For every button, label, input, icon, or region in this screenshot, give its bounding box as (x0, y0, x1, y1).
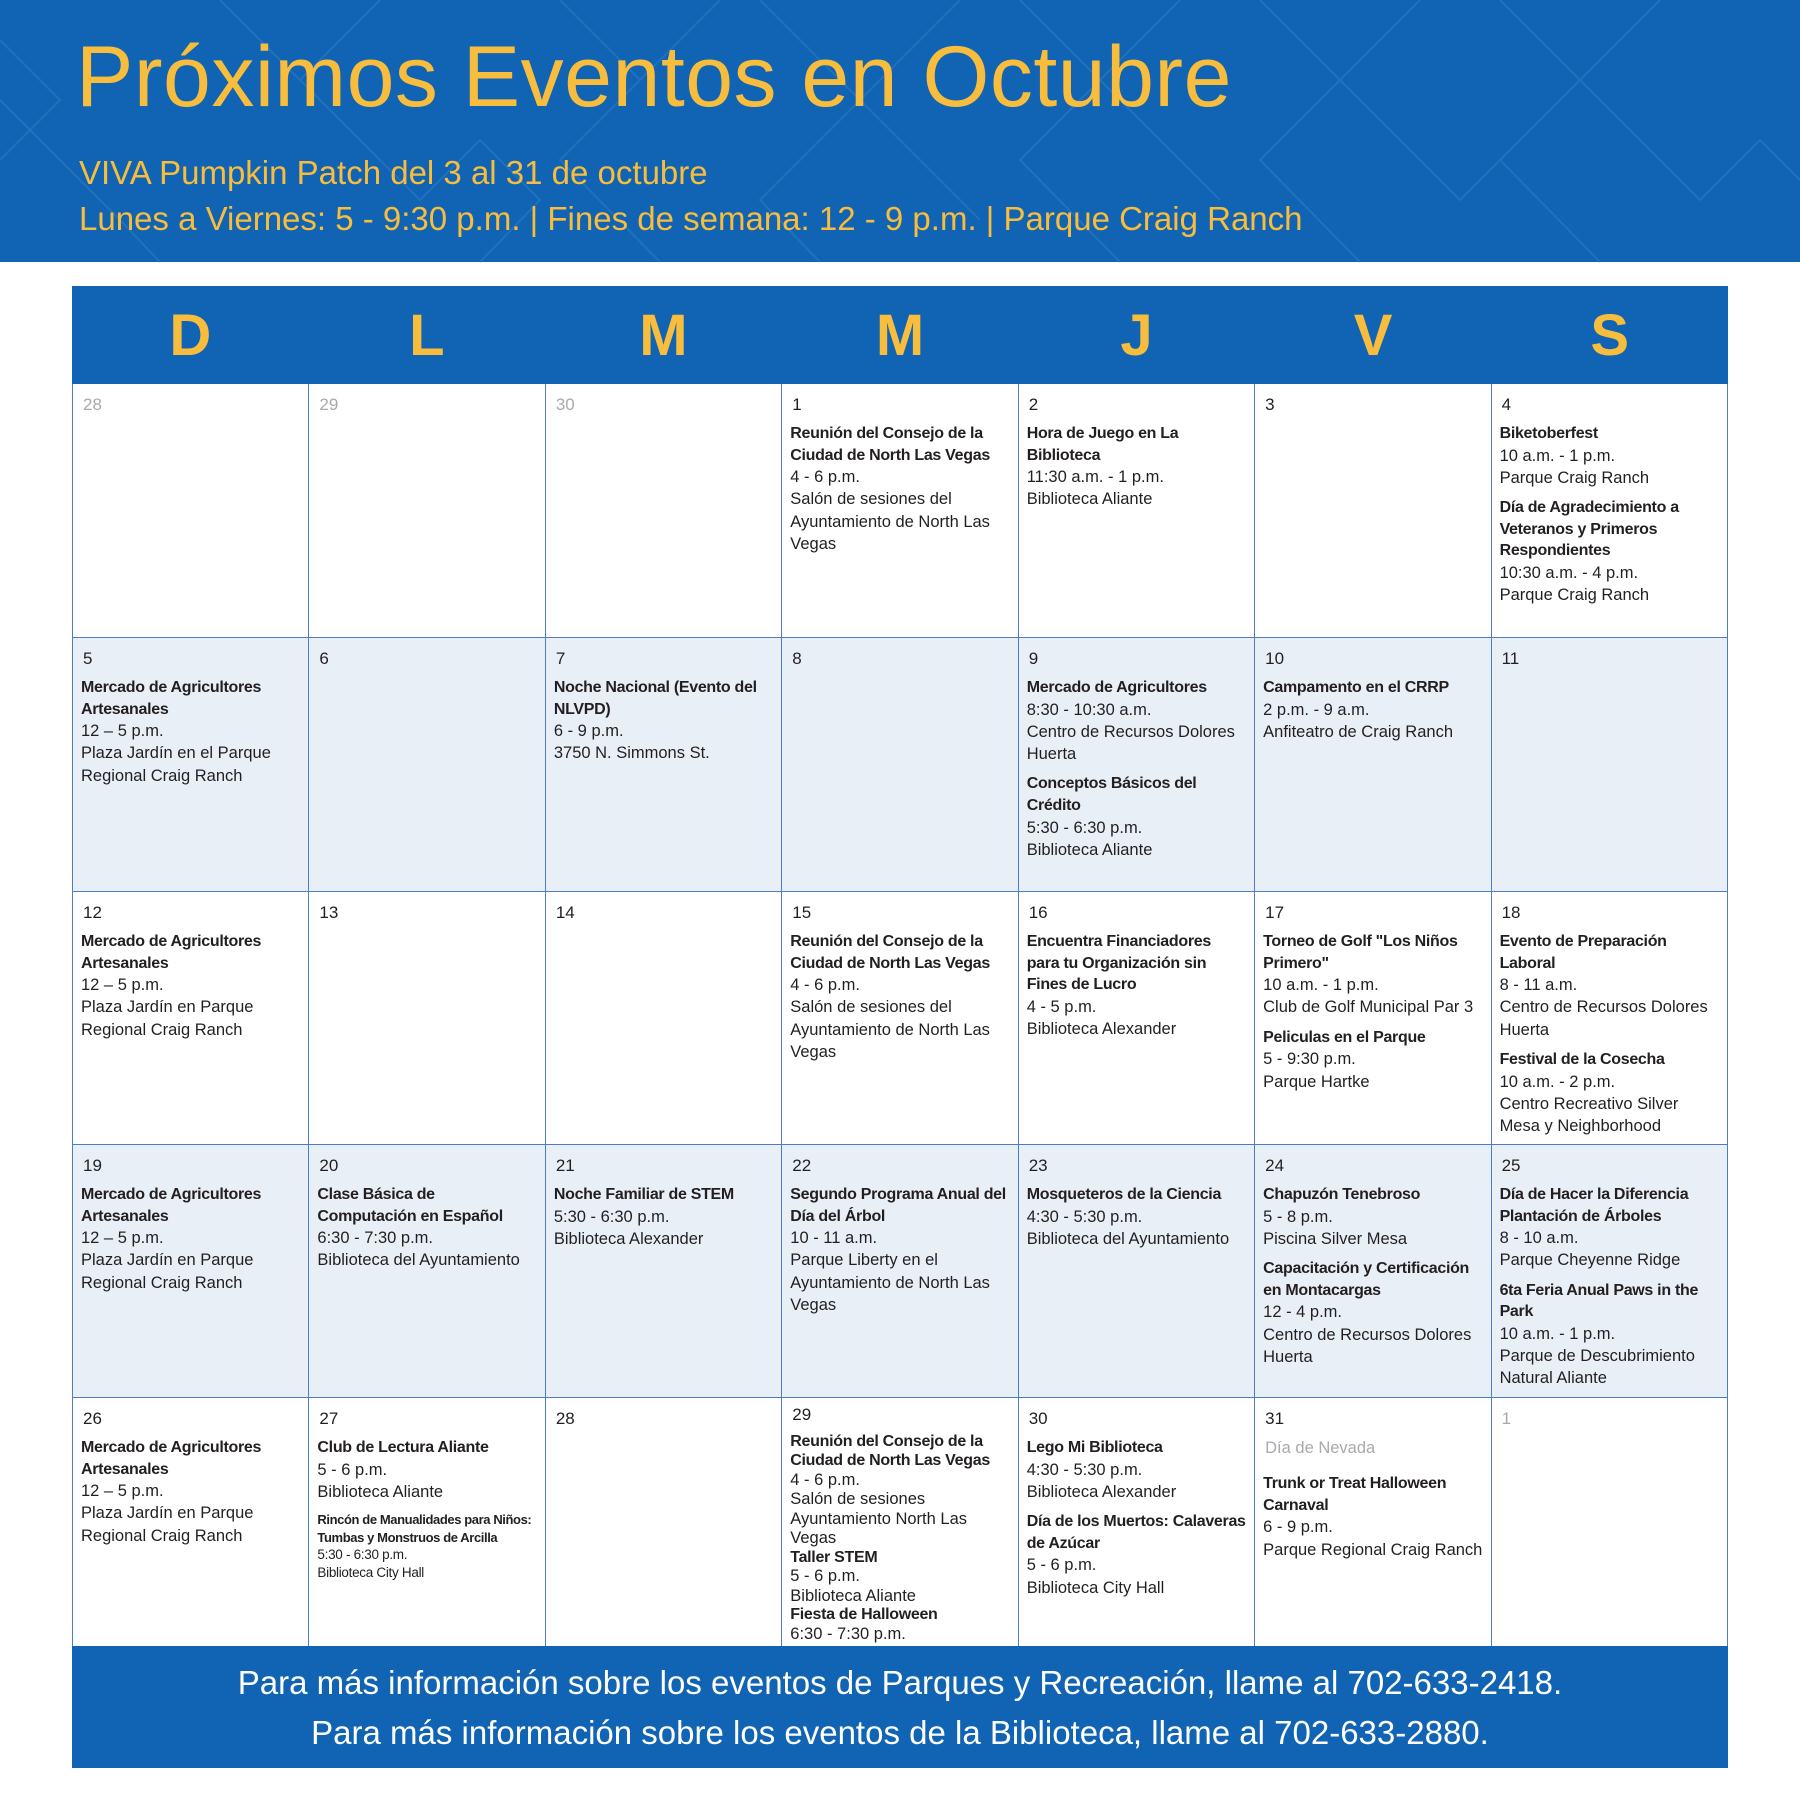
day-number: 15 (792, 903, 812, 922)
event-location: Biblioteca City Hall (1026, 1578, 1165, 1597)
day-number: 17 (1265, 903, 1285, 922)
day-cell (546, 1145, 782, 1398)
event-title: Mercado de Agricultores (1026, 678, 1207, 696)
event-location: Biblioteca Aliante (317, 1482, 444, 1501)
footer-library-info: Para más información sobre los eventos de la Biblioteca, llame al 702-633-2880. (311, 1714, 1489, 1751)
event-time: 11:30 a.m. - 1 p.m. (1026, 468, 1164, 487)
event-time: 4 - 6 p.m. (790, 468, 860, 487)
event-title: Noche Familiar de STEM (553, 1185, 734, 1203)
day-number: 29 (792, 1405, 812, 1424)
day-number: 27 (319, 1409, 339, 1428)
event-location: Biblioteca Aliante (1026, 840, 1153, 859)
event-title: Noche Nacional (Evento del NLVPD) (553, 678, 757, 718)
event-location: Centro de Recursos Dolores Huerta (1499, 998, 1708, 1039)
event-time: 5 - 9:30 p.m. (1263, 1050, 1356, 1069)
event-time: 10 a.m. - 1 p.m. (1499, 1324, 1616, 1343)
day-number: 12 (83, 903, 102, 922)
event-title: Mercado de Agricultores Artesanales (81, 1185, 262, 1225)
day-cell (546, 638, 782, 892)
event-time: 5:30 - 6:30 p.m. (553, 1207, 670, 1226)
event-location: Biblioteca Alexander (1026, 1482, 1177, 1501)
event-location: Centro de Recursos Dolores Huerta (1263, 1325, 1472, 1366)
event-title: Torneo de Golf "Los Niños Primero" (1263, 932, 1458, 972)
event-location: Centro de Recursos Dolores Huerta (1026, 722, 1235, 764)
event (1500, 497, 1719, 606)
day-number: 18 (1501, 903, 1521, 922)
event-title: Mercado de Agricultores Artesanales (81, 1438, 262, 1478)
event-time: 4 - 6 p.m. (790, 1470, 860, 1489)
day-number: 7 (555, 649, 566, 668)
day-cell (309, 1145, 545, 1398)
event-location: Centro Recreativo Silver Mesa y Neighborhood (1499, 1094, 1679, 1136)
event (317, 1184, 536, 1272)
event-time: 5 - 6 p.m. (790, 1567, 860, 1586)
event-title: Taller STEM (790, 1548, 878, 1566)
day-number: 23 (1028, 1156, 1048, 1175)
weekday-label: J (1120, 302, 1153, 368)
day-cell (309, 892, 545, 1145)
day-cell (1019, 384, 1255, 638)
event (317, 1437, 536, 1503)
event-location: Biblioteca del Ayuntamiento (1026, 1229, 1230, 1248)
event (1500, 1184, 1719, 1272)
day-cell (546, 384, 782, 638)
event-location: Plaza Jardín en Parque Regional Craig Ranch (81, 1251, 254, 1292)
day-cell (782, 384, 1018, 638)
event-title: Encuentra Financiadores para tu Organización sin Fines de Lucro (1026, 932, 1211, 994)
holiday-note: Día de Nevada (1265, 1438, 1376, 1457)
event-time: 12 – 5 p.m. (81, 1482, 164, 1501)
event (1500, 1280, 1719, 1390)
day-number: 10 (1265, 649, 1285, 668)
event-location: Plaza Jardín en el Parque Regional Craig Ranch (81, 744, 271, 785)
event-time: 10 a.m. - 2 p.m. (1499, 1072, 1616, 1091)
day-cell (309, 638, 545, 892)
event-location: Piscina Silver Mesa (1263, 1229, 1408, 1248)
event-title: Trunk or Treat Halloween Carnaval (1263, 1475, 1447, 1514)
event (554, 1184, 773, 1250)
event (1500, 423, 1719, 489)
day-number: 28 (555, 1409, 575, 1428)
event (81, 931, 300, 1041)
event-location: Plaza Jardín en Parque Regional Craig Ranch (81, 998, 254, 1039)
day-number: 14 (555, 903, 575, 922)
day-number: 30 (555, 395, 575, 414)
event-time: 10 - 11 a.m. (790, 1229, 878, 1248)
calendar (72, 286, 1728, 1652)
day-cell (546, 1398, 782, 1652)
event-location: Parque de Descubrimiento Natural Aliante (1499, 1347, 1695, 1388)
event-location: Parque Craig Ranch (1499, 586, 1650, 605)
day-cell (1492, 892, 1728, 1145)
event-title: Chapuzón Tenebroso (1263, 1185, 1421, 1203)
event-time: 6 - 9 p.m. (553, 722, 624, 741)
day-number: 1 (792, 395, 802, 414)
event-title: Fiesta de Halloween (790, 1606, 938, 1624)
day-number: 30 (1028, 1409, 1048, 1428)
day-number: 25 (1501, 1156, 1521, 1175)
day-cell (1019, 892, 1255, 1145)
day-number: 4 (1501, 395, 1512, 414)
weekday-label: M (875, 302, 925, 368)
event (1500, 1049, 1719, 1137)
day-cell (1492, 384, 1728, 638)
calendar-grid (72, 384, 1728, 1652)
day-number: 26 (83, 1409, 102, 1428)
day-cell (1255, 384, 1491, 638)
event-location: Salón de sesiones del Ayuntamiento de North Las Vegas (790, 490, 990, 553)
event (1263, 1473, 1482, 1561)
event-location: Biblioteca Aliante (1026, 490, 1153, 509)
day-number: 6 (319, 649, 329, 668)
day-cell (782, 1145, 1018, 1398)
event (790, 1549, 1009, 1607)
event-title: Capacitación y Certificación en Montacargas (1263, 1260, 1470, 1299)
day-cell (73, 892, 309, 1145)
event-location: Parque Craig Ranch (1499, 468, 1650, 487)
page-title: Próximos Eventos en Octubre (76, 29, 1232, 125)
day-number: 3 (1265, 395, 1275, 414)
event-time: 2 p.m. - 9 a.m. (1263, 700, 1370, 719)
event-location: Biblioteca City Hall (317, 1565, 424, 1581)
day-number: 16 (1028, 903, 1048, 922)
day-number: 13 (319, 903, 339, 922)
footer-banner (72, 1646, 1728, 1768)
event-time: 5:30 - 6:30 p.m. (1026, 818, 1143, 837)
event (317, 1511, 536, 1583)
day-cell (1019, 1398, 1255, 1652)
event-location: Parque Hartke (1263, 1072, 1370, 1091)
event-title: 6ta Feria Anual Paws in the Park (1499, 1281, 1699, 1321)
subtitle-hours: Lunes a Viernes: 5 - 9:30 p.m. | Fines de semana: 12 - 9 p.m. | Parque Craig Ranch (79, 200, 1303, 237)
event-time: 8 - 11 a.m. (1499, 976, 1578, 995)
day-number: 24 (1265, 1156, 1285, 1175)
day-cell (782, 1398, 1018, 1652)
event-time: 6 - 9 p.m. (1263, 1518, 1333, 1537)
event-location: Plaza Jardín en Parque Regional Craig Ranch (81, 1504, 254, 1545)
event (1027, 773, 1246, 861)
event-title: Reunión del Consejo de la Ciudad de North Las Vegas (790, 1432, 990, 1469)
day-number: 21 (555, 1156, 575, 1175)
event-location: Biblioteca Alexander (553, 1229, 704, 1248)
event-time: 5 - 6 p.m. (317, 1460, 388, 1479)
event-location: Salón de sesiones del Ayuntamiento de North Las Vegas (790, 998, 990, 1061)
day-number: 2 (1028, 395, 1039, 414)
event-title: Día de Hacer la Diferencia Plantación de Árboles (1499, 1185, 1689, 1225)
day-cell (782, 638, 1018, 892)
day-cell (1019, 1145, 1255, 1398)
event-location: Parque Cheyenne Ridge (1499, 1251, 1681, 1270)
day-cell (1019, 638, 1255, 892)
day-number: 5 (83, 649, 93, 668)
event-title: Reunión del Consejo de la Ciudad de North Las Vegas (790, 932, 990, 972)
event (1263, 931, 1482, 1019)
event-time: 12 – 5 p.m. (81, 1229, 164, 1248)
event (1263, 1027, 1482, 1093)
event (790, 931, 1009, 1063)
event (1027, 677, 1246, 765)
day-number: 29 (319, 395, 339, 414)
day-number: 8 (792, 649, 802, 668)
event-title: Mercado de Agricultores Artesanales (81, 932, 262, 972)
day-cell (73, 1145, 309, 1398)
event-location: Parque Regional Craig Ranch (1263, 1540, 1483, 1559)
day-number: 11 (1501, 649, 1520, 668)
event-title: Día de los Muertos: Calaveras de Azúcar (1026, 1513, 1246, 1552)
event (790, 1433, 1009, 1549)
event-location: 3750 N. Simmons St. (553, 744, 710, 763)
event-title: Hora de Juego en La Biblioteca (1026, 424, 1179, 464)
day-cell (73, 384, 309, 638)
day-cell (1255, 1398, 1491, 1652)
day-cell (309, 384, 545, 638)
event (1027, 931, 1246, 1040)
day-cell (1255, 892, 1491, 1145)
event-title: Mercado de Agricultores Artesanales (81, 678, 262, 718)
event-location: Biblioteca Aliante (790, 1586, 916, 1605)
event-title: Mosqueteros de la Ciencia (1026, 1185, 1222, 1203)
weekday-label: V (1353, 302, 1393, 368)
event-time: 4 - 5 p.m. (1026, 997, 1097, 1016)
event-time: 10 a.m. - 1 p.m. (1263, 976, 1379, 995)
weekday-label: S (1590, 302, 1630, 368)
weekday-label: M (639, 302, 688, 368)
event (1500, 931, 1719, 1041)
subtitle-pumpkin-patch: VIVA Pumpkin Patch del 3 al 31 de octubre (79, 154, 708, 191)
day-cell (1492, 638, 1728, 892)
event-time: 10 a.m. - 1 p.m. (1499, 446, 1616, 465)
event (1263, 1258, 1482, 1368)
event-title: Biketoberfest (1499, 424, 1598, 442)
event (1027, 1184, 1246, 1250)
day-cell (1492, 1145, 1728, 1398)
day-cell (73, 1398, 309, 1652)
event-time: 5:30 - 6:30 p.m. (317, 1547, 408, 1563)
event (1027, 1437, 1246, 1503)
event-time: 4:30 - 5:30 p.m. (1026, 1207, 1143, 1226)
event-title: Reunión del Consejo de la Ciudad de North Las Vegas (790, 424, 990, 464)
event-time: 12 – 5 p.m. (81, 976, 164, 995)
event-time: 5 - 6 p.m. (1026, 1556, 1097, 1575)
event-time: 4:30 - 5:30 p.m. (1026, 1460, 1143, 1479)
event-time: 10:30 a.m. - 4 p.m. (1499, 563, 1639, 582)
day-number: 9 (1028, 649, 1039, 668)
event-time: 12 - 4 p.m. (1263, 1303, 1343, 1322)
event-location: Parque Liberty en el Ayuntamiento de North Las Vegas (790, 1251, 990, 1314)
event (1263, 1184, 1482, 1250)
event-location: Salón de sesiones Ayuntamiento North Las Vegas (790, 1490, 967, 1548)
day-number: 19 (83, 1156, 102, 1175)
event (81, 1437, 300, 1547)
event (81, 677, 300, 787)
event-time: 5 - 8 p.m. (1263, 1207, 1333, 1226)
day-cell (73, 638, 309, 892)
day-number: 20 (319, 1156, 339, 1175)
day-cell (1255, 1145, 1491, 1398)
weekday-label: D (169, 302, 212, 368)
event-location: Anfiteatro de Craig Ranch (1263, 722, 1453, 741)
event-title: Campamento en el CRRP (1263, 678, 1449, 696)
event-title: Conceptos Básicos del Crédito (1026, 775, 1197, 814)
event-location: Biblioteca del Ayuntamiento (317, 1251, 520, 1270)
event-time: 8:30 - 10:30 a.m. (1026, 700, 1152, 719)
weekday-header (72, 286, 1728, 384)
footer-parks-info: Para más información sobre los eventos de Parques y Recreación, llame al 702-633-2418. (237, 1664, 1563, 1701)
event-title: Lego Mi Biblioteca (1026, 1438, 1163, 1456)
event-title: Peliculas en el Parque (1263, 1028, 1426, 1046)
event (1027, 1511, 1246, 1599)
event (554, 677, 773, 765)
event (790, 423, 1009, 555)
event (1027, 423, 1246, 511)
event (790, 1184, 1009, 1316)
event-time: 8 - 10 a.m. (1499, 1229, 1579, 1248)
event-time: 6:30 - 7:30 p.m. (317, 1229, 433, 1248)
day-number: 22 (792, 1156, 812, 1175)
event-title: Clase Básica de Computación en Español (317, 1185, 503, 1225)
event-title: Rincón de Manualidades para Niños: Tumbas y Monstruos de Arcilla (317, 1512, 532, 1545)
event-location: Club de Golf Municipal Par 3 (1263, 998, 1474, 1017)
day-cell (1255, 638, 1491, 892)
header-banner (0, 0, 1800, 262)
event-title: Club de Lectura Aliante (317, 1438, 489, 1456)
event-location: Biblioteca Alexander (1026, 1019, 1177, 1038)
day-number: 28 (83, 395, 102, 414)
day-number: 31 (1265, 1409, 1285, 1428)
event-title: Segundo Programa Anual del Día del Árbol (790, 1185, 1006, 1225)
day-number: 1 (1501, 1409, 1512, 1428)
day-cell (782, 892, 1018, 1145)
event-title: Día de Agradecimiento a Veteranos y Primeros Respondientes (1499, 499, 1679, 560)
event-time: 4 - 6 p.m. (790, 976, 860, 995)
event (1263, 677, 1482, 743)
day-cell (546, 892, 782, 1145)
day-cell (1492, 1398, 1728, 1652)
event-time: 12 – 5 p.m. (81, 722, 164, 741)
event-title: Festival de la Cosecha (1499, 1050, 1665, 1068)
event (81, 1184, 300, 1294)
event-title: Evento de Preparación Laboral (1499, 932, 1667, 972)
weekday-label: L (409, 302, 445, 368)
day-cell (309, 1398, 545, 1652)
event-time: 6:30 - 7:30 p.m. (790, 1625, 906, 1644)
